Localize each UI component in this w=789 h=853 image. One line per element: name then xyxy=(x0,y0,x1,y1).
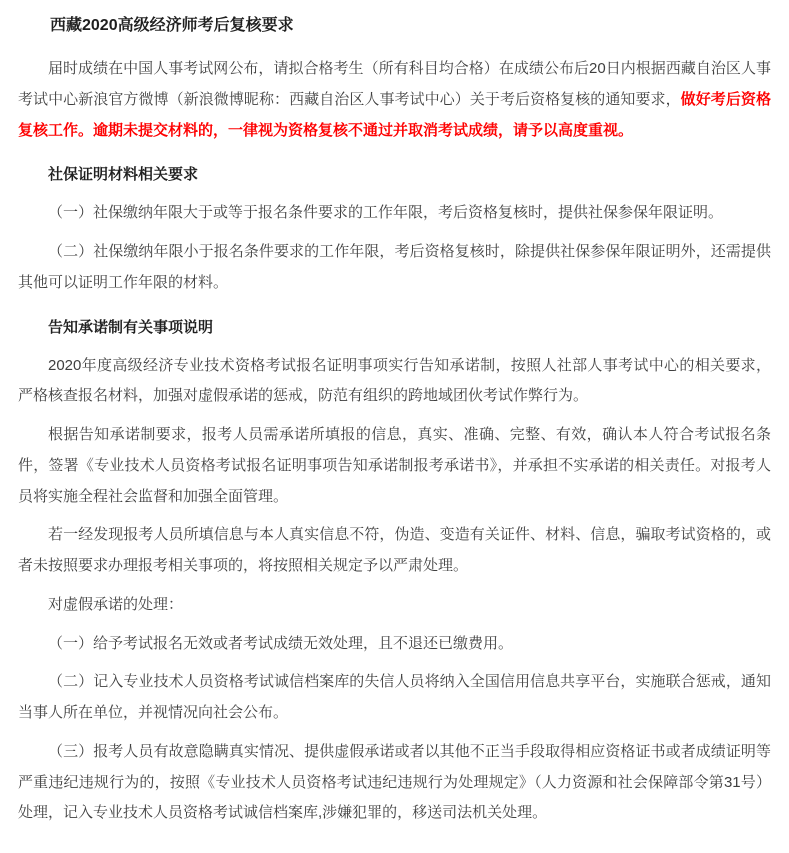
intro-paragraph xyxy=(18,54,771,146)
intro-text: 届时成绩在中国人事考试网公布，请拟合格考生（所有科目均合格）在成绩公布后20日内根据西藏自治区人事考试中心新浪官方微博（新浪微博昵称：西藏自治区人事考试中心）关于考后资格复核的通知要求， xyxy=(18,60,771,108)
paragraph-commitment-overview: 2020年度高级经济专业技术资格考试报名证明事项实行告知承诺制，按照人社部人事考试中心的相关要求，严格核查报名材料，加强对虚假承诺的惩戒，防范有组织的跨地域团伙考试作弊行为。 xyxy=(18,356,771,405)
paragraph-social-security-item-1: （一）社保缴纳年限大于或等于报名条件要求的工作年限，考后资格复核时，提供社保参保年限证明。 xyxy=(48,204,724,222)
paragraph-violation-warning: 若一经发现报考人员所填信息与本人真实信息不符，伪造、变造有关证件、材料、信息，骗取考试资格的，或者未按照要求办理报考相关事项的，将按照相关规定予以严肃处理。 xyxy=(18,526,771,574)
paragraph-handling-item-3: （三）报考人员有故意隐瞒真实情况、提供虚假承诺或者以其他不正当手段取得相应资格证书或者成绩证明等严重违纪违规行为的，按照《专业技术人员资格考试违纪违规行为处理规定》（人力资源和社会保障部令第31号）处理，记入专业技术人员资格考试诚信档案库,涉嫌犯罪的，移送司法机关处理。 xyxy=(18,742,771,822)
paragraph-commitment-requirements: 根据告知承诺制要求，报考人员需承诺所填报的信息，真实、准确、完整、有效，确认本人符合考试报名条件，签署《专业技术人员资格考试报名证明事项告知承诺制报考承诺书》，并承担不实承诺的相关责任。对报考人员将实施全程社会监督和加强全面管理。 xyxy=(18,426,771,505)
section-heading-commitment-system: 告知承诺制有关事项说明 xyxy=(48,318,214,336)
intro-warning-text: 做好考后资格复核工作。逾期未提交材料的，一律视为资格复核不通过并取消考试成绩，请予以高度重视。 xyxy=(18,90,771,139)
paragraph-handling-item-2: （二）记入专业技术人员资格考试诚信档案库的失信人员将纳入全国信用信息共享平台，实施联合惩戒，通知当事人所在单位，并视情况向社会公布。 xyxy=(18,673,771,721)
section-heading-social-security: 社保证明材料相关要求 xyxy=(48,166,199,184)
paragraph-false-commitment-handling-label: 对虚假承诺的处理： xyxy=(48,595,184,613)
paragraph-social-security-item-2: （二）社保缴纳年限小于报名条件要求的工作年限，考后资格复核时，除提供社保参保年限证明外，还需提供其他可以证明工作年限的材料。 xyxy=(18,243,771,291)
article-title: 西藏2020高级经济师考后复核要求 xyxy=(50,17,294,34)
paragraph-handling-item-1: （一）给予考试报名无效或者考试成绩无效处理，且不退还已缴费用。 xyxy=(48,634,514,652)
